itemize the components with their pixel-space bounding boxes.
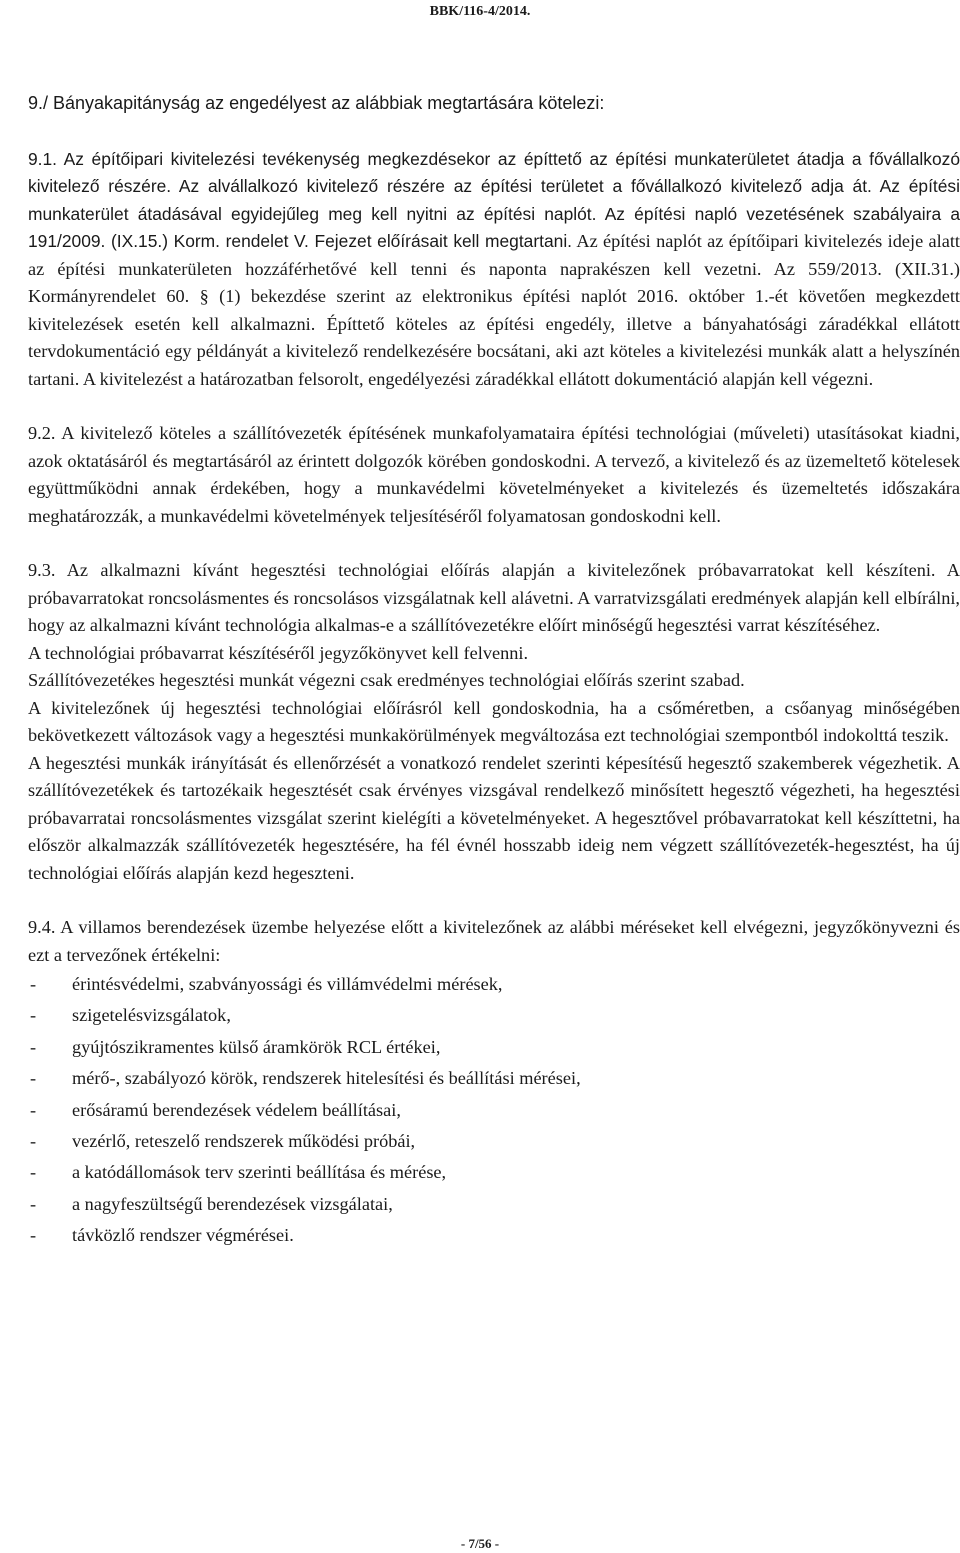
list-item-text: szigetelésvizsgálatok, <box>72 1005 231 1026</box>
paragraph-9-3-line: A hegesztési munkák irányítását és ellenőrzését a vonatkozó rendelet szerinti képesítésű hegesztő szakemberek végezhetik. A szállítóvezetékek és tartozékaik hegesztését csak érvényes vizsgával rendelkező minősített hegesztő végezheti, ha hegesztési próbavarratai roncsolásmentes vizsgálat szerint kielégíti a követelményeket. A hegesztővel próbavarratokat kell készíttetni, ha először alkalmazzák szállítóvezeték hegesztésére, ha fél évnél hosszabb ideig nem végzett szállítóvezeték-hegesztést, ha új technológiai előírás alapján kezd hegeszteni. <box>28 752 960 883</box>
list-item <box>28 1063 960 1094</box>
list-dash: - <box>30 1225 37 1246</box>
list-item <box>28 1095 960 1126</box>
list-item <box>28 1126 960 1157</box>
list-dash: - <box>30 1005 37 1026</box>
list-item-text: érintésvédelmi, szabványossági és villámvédelmi mérések, <box>72 974 503 994</box>
list-item-text: erősáramú berendezések védelem beállításai, <box>72 1099 401 1120</box>
paragraph-9-3-line: 9.3. Az alkalmazni kívánt hegesztési technológiai előírás alapján a kivitelezőnek próbavarratokat kell készíteni. A próbavarratokat roncsolásmentes és roncsolásos vizsgálatnak kell alávetni. A varratvizsgálati eredmények alapján kell elbírálni, hogy az alkalmazni kívánt technológia alkalmas-e a szállítóvezetékre előírt minőségű hegesztési varrat készítéséhez. <box>28 560 960 635</box>
list-item <box>28 1032 960 1063</box>
document-reference-header: BBK/116-4/2014. <box>429 4 531 19</box>
list-item <box>28 969 960 1000</box>
list-item <box>28 1189 960 1220</box>
list-item-text: mérő-, szabályozó körök, rendszerek hitelesítési és beállítási mérései, <box>72 1068 581 1089</box>
list-item-text: gyújtószikramentes külső áramkörök RCL értékei, <box>72 1036 441 1057</box>
list-item-text: a katódállomások terv szerinti beállítása és mérése, <box>72 1162 447 1183</box>
list-dash: - <box>30 1130 37 1151</box>
document-body <box>28 90 960 1252</box>
section-title: 9./ Bányakapitányság az engedélyest az alábbiak megtartására kötelezi: <box>28 93 605 113</box>
list-dash: - <box>30 1099 37 1120</box>
list-item <box>28 1157 960 1188</box>
list-item-text: vezérlő, reteszelő rendszerek működési próbái, <box>72 1130 416 1151</box>
paragraph-9-4-intro: 9.4. A villamos berendezések üzembe helyezése előtt a kivitelezőnek az alábbi méréseket kell elvégezni, jegyzőkönyvezni és ezt a tervezőnek értékelni: <box>28 917 960 965</box>
paragraph-9-3-line: A technológiai próbavarrat készítéséről jegyzőkönyvet kell felvenni. <box>28 642 529 663</box>
paragraph-9-3-line: A kivitelezőnek új hegesztési technológiai előírásról kell gondoskodnia, ha a csőméretben, a csőanyag minőségében bekövetkezett változások vagy a hegesztési munkakörülmények megváltozása ezt technológiai szempontból indokolttá teszik. <box>28 697 960 745</box>
paragraph-9-1-body: Az építési naplót az építőipari kivitelezés ideje alatt az építési munkaterületen hozzáférhetővé kell tenni és naponta naprakészen kell vezetni. Az 559/2013. (XII.31.) Kormányrendelet 60. § (1) bekezdése szerint az elektronikus építési naplót 2016. október 1.-ét követően megkezdett kivitelezések esetén kell alkalmazni. Építtető köteles az építési engedély, illetve a bányahatósági záradékkal ellátott tervdokumentáció egy példányát a kivitelező rendelkezésére bocsátani, aki azt köteles a kivitelezési munkák alatt a helyszínén tartani. A kivitelezést a határozatban felsorolt, engedélyezési záradékkal ellátott dokumentáció alapján kell végezni. <box>28 231 960 389</box>
list-dash: - <box>30 1036 37 1057</box>
measurement-list <box>28 969 960 1252</box>
paragraph-9-2: 9.2. A kivitelező köteles a szállítóvezeték építésének munkafolyamataira építési technológiai (műveleti) utasításokat kiadni, azok oktatásáról és megtartásáról az érintett dolgozók körében gondoskodni. A tervező, a kivitelező és az üzemeltető kötelesek együttműködni annak érdekében, hogy a munkavédelmi követelményeket a kivitelezés és üzemeltetés időszakára meghatározzák, a munkavédelmi követelmények teljesítéséről folyamatosan gondoskodni kell. <box>28 423 960 526</box>
list-item <box>28 1220 960 1251</box>
paragraph-9-1-intro: 9.1. Az építőipari kivitelezési tevékenység megkezdésekor az építtető az építési munkaterületet átadja a fővállalkozó kivitelező részére. Az alvállalkozó kivitelező részére az építési területet a fővállalkozó kivitelező adja át. Az építési munkaterület átadásával egyidejűleg meg kell nyitni az építési naplót. Az építési napló vezetésének szabályaira a 191/2009. (IX.15.) Korm. rendelet V. Fejezet előírásait kell megtartani. <box>28 148 960 251</box>
page-number: - 7/56 - <box>460 1536 500 1551</box>
paragraph-9-3-line: Szállítóvezetékes hegesztési munkát végezni csak eredményes technológiai előírás szerint szabad. <box>28 670 745 690</box>
paragraph-9-1 <box>28 146 960 394</box>
list-item <box>28 1000 960 1031</box>
list-dash: - <box>30 974 37 994</box>
list-item-text: távközlő rendszer végmérései. <box>72 1225 294 1246</box>
paragraph-9-3 <box>28 557 960 887</box>
list-item-text: a nagyfeszültségű berendezések vizsgálatai, <box>72 1193 393 1214</box>
list-dash: - <box>30 1162 37 1183</box>
list-dash: - <box>30 1193 37 1214</box>
list-dash: - <box>30 1068 37 1089</box>
